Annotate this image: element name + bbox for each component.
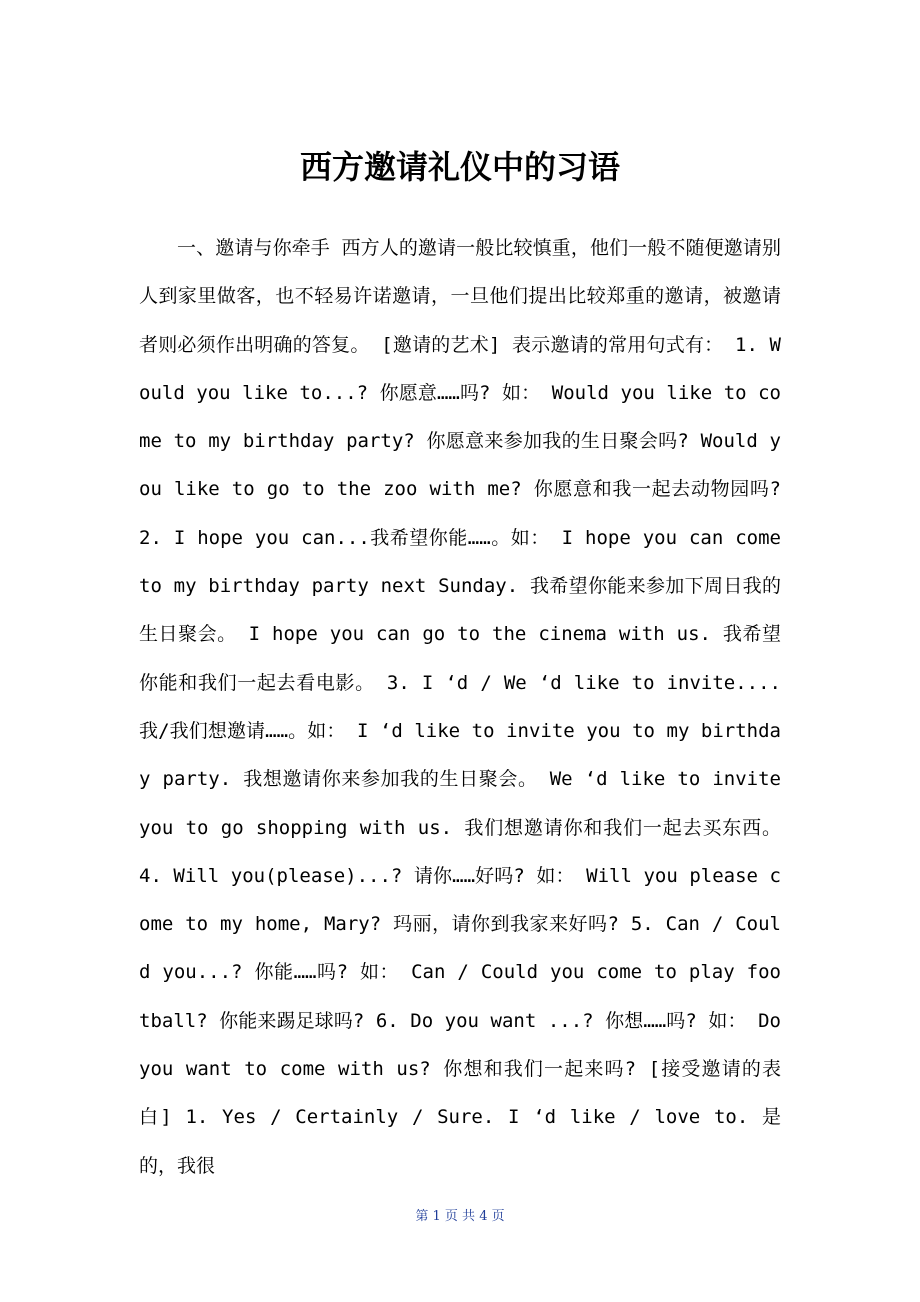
document-title: 西方邀请礼仪中的习语 (299, 148, 620, 186)
page-indicator: 第 1 页 共 4 页 (415, 1209, 505, 1224)
body-paragraph: 一、邀请与你牵手 西方人的邀请一般比较慎重，他们一般不随便邀请别人到家里做客，也不轻易许诺邀请，一旦他们提出比较郑重的邀请，被邀请者则必须作出明确的答复。 [邀请的艺术] 表示邀请的常用句式有： 1. Would you like to...? 你愿意……吗? 如： Would you like to come to my birthday party? 你愿意来参加我的生日聚会吗? Would you like to go to the zoo with me? 你愿意和我一起去动物园吗? 2. I hope you can...我希望你能……。如： I hope you can come to my birthday party next Sunday. 我希望你能来参加下周日我的生日聚会。 I hope you can go to the cinema with us. 我希望你能和我们一起去看电影。 3. I ‘d / We ‘d like to invite....我/我们想邀请……。如： I ‘d like to invite you to my birthday party. 我想邀请你来参加我的生日聚会。 We ‘d like to invite you to go shopping with us. 我们想邀请你和我们一起去买东西。 4. Will you(please)...? 请你……好吗? 如： Will you please come to my home, Mary? 玛丽，请你到我家来好吗? 5. Can / Could you...? 你能……吗? 如： Can / Could you come to play football? 你能来踢足球吗? 6. Do you want ...? 你想……吗? 如： Do you want to come with us? 你想和我们一起来吗? [接受邀请的表白] 1. Yes / Certainly / Sure. I ‘d like / love to. 是的，我很 (139, 237, 781, 1177)
